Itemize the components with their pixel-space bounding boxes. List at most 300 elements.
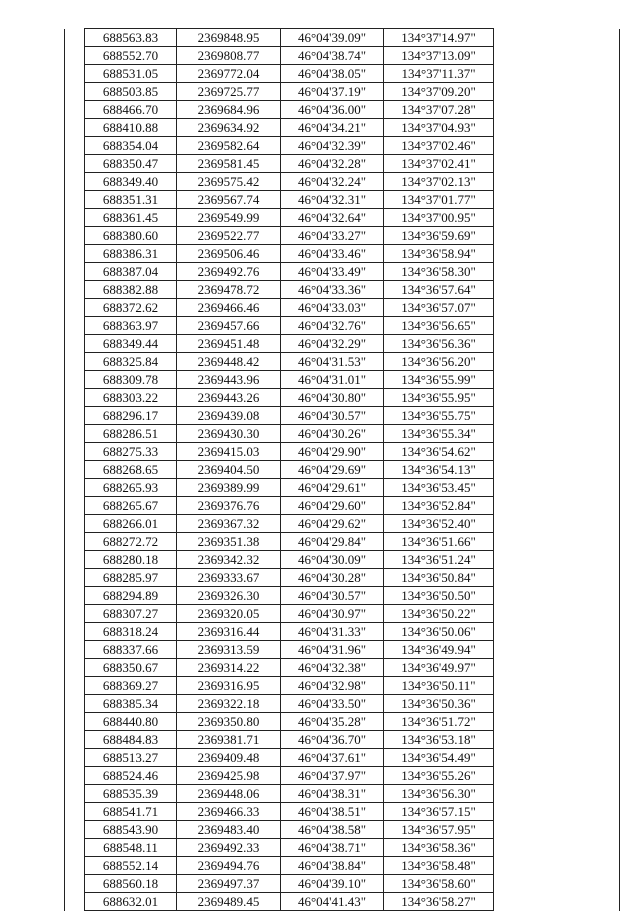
longitude-cell: 134°36'55.75" [384,407,494,425]
y-coordinate-cell: 2369448.06 [177,785,281,803]
row-blank-trailing-cell [494,497,620,515]
y-coordinate-cell: 2369549.99 [177,209,281,227]
y-coordinate-cell: 2369457.66 [177,317,281,335]
table-row [65,839,620,857]
x-coordinate-cell: 688303.22 [85,389,177,407]
latitude-cell: 46°04'38.05" [281,65,384,83]
x-coordinate-cell: 688296.17 [85,407,177,425]
table-row [65,29,620,47]
longitude-cell: 134°37'14.97" [384,29,494,47]
row-blank-trailing-cell [494,479,620,497]
row-blank-leading-cell [65,371,85,389]
row-blank-trailing-cell [494,857,620,875]
x-coordinate-cell: 688410.88 [85,119,177,137]
row-blank-leading-cell [65,137,85,155]
x-coordinate-cell: 688350.67 [85,659,177,677]
table-row [65,425,620,443]
row-blank-trailing-cell [494,443,620,461]
row-blank-leading-cell [65,443,85,461]
x-coordinate-cell: 688280.18 [85,551,177,569]
y-coordinate-cell: 2369425.98 [177,767,281,785]
table-row [65,263,620,281]
table-row [65,155,620,173]
table-row [65,659,620,677]
latitude-cell: 46°04'30.28" [281,569,384,587]
x-coordinate-cell: 688363.97 [85,317,177,335]
row-blank-trailing-cell [494,209,620,227]
latitude-cell: 46°04'39.09" [281,29,384,47]
row-blank-leading-cell [65,389,85,407]
y-coordinate-cell: 2369848.95 [177,29,281,47]
x-coordinate-cell: 688552.14 [85,857,177,875]
table-row [65,515,620,533]
x-coordinate-cell: 688440.80 [85,713,177,731]
row-blank-leading-cell [65,155,85,173]
y-coordinate-cell: 2369575.42 [177,173,281,191]
table-row [65,119,620,137]
y-coordinate-cell: 2369506.46 [177,245,281,263]
y-coordinate-cell: 2369322.18 [177,695,281,713]
row-blank-leading-cell [65,605,85,623]
row-blank-trailing-cell [494,407,620,425]
latitude-cell: 46°04'30.57" [281,587,384,605]
longitude-cell: 134°36'52.84" [384,497,494,515]
row-blank-leading-cell [65,821,85,839]
latitude-cell: 46°04'30.26" [281,425,384,443]
latitude-cell: 46°04'29.84" [281,533,384,551]
row-blank-leading-cell [65,749,85,767]
row-blank-leading-cell [65,173,85,191]
row-blank-trailing-cell [494,767,620,785]
row-blank-trailing-cell [494,461,620,479]
row-blank-trailing-cell [494,569,620,587]
table-row [65,317,620,335]
table-row [65,803,620,821]
y-coordinate-cell: 2369478.72 [177,281,281,299]
latitude-cell: 46°04'41.43" [281,893,384,911]
y-coordinate-cell: 2369489.45 [177,893,281,911]
row-blank-trailing-cell [494,83,620,101]
x-coordinate-cell: 688350.47 [85,155,177,173]
latitude-cell: 46°04'38.31" [281,785,384,803]
coordinates-table-body [65,29,620,911]
y-coordinate-cell: 2369492.76 [177,263,281,281]
latitude-cell: 46°04'33.50" [281,695,384,713]
row-blank-leading-cell [65,299,85,317]
latitude-cell: 46°04'37.61" [281,749,384,767]
latitude-cell: 46°04'32.31" [281,191,384,209]
table-row [65,893,620,911]
x-coordinate-cell: 688552.70 [85,47,177,65]
longitude-cell: 134°36'56.30" [384,785,494,803]
table-row [65,371,620,389]
row-blank-leading-cell [65,119,85,137]
y-coordinate-cell: 2369725.77 [177,83,281,101]
row-blank-leading-cell [65,569,85,587]
latitude-cell: 46°04'30.97" [281,605,384,623]
row-blank-trailing-cell [494,749,620,767]
row-blank-trailing-cell [494,389,620,407]
y-coordinate-cell: 2369404.50 [177,461,281,479]
row-blank-leading-cell [65,29,85,47]
row-blank-leading-cell [65,515,85,533]
longitude-cell: 134°36'55.95" [384,389,494,407]
table-row [65,101,620,119]
longitude-cell: 134°36'50.06" [384,623,494,641]
longitude-cell: 134°36'57.07" [384,299,494,317]
row-blank-trailing-cell [494,425,620,443]
row-blank-leading-cell [65,227,85,245]
longitude-cell: 134°36'50.84" [384,569,494,587]
row-blank-trailing-cell [494,533,620,551]
longitude-cell: 134°37'02.13" [384,173,494,191]
table-row [65,353,620,371]
y-coordinate-cell: 2369497.37 [177,875,281,893]
longitude-cell: 134°36'54.13" [384,461,494,479]
row-blank-trailing-cell [494,731,620,749]
y-coordinate-cell: 2369430.30 [177,425,281,443]
row-blank-trailing-cell [494,47,620,65]
longitude-cell: 134°36'55.34" [384,425,494,443]
row-blank-leading-cell [65,263,85,281]
longitude-cell: 134°36'55.26" [384,767,494,785]
row-blank-leading-cell [65,479,85,497]
x-coordinate-cell: 688548.11 [85,839,177,857]
x-coordinate-cell: 688337.66 [85,641,177,659]
table-row [65,713,620,731]
y-coordinate-cell: 2369582.64 [177,137,281,155]
row-blank-trailing-cell [494,803,620,821]
x-coordinate-cell: 688272.72 [85,533,177,551]
table-row [65,461,620,479]
row-blank-trailing-cell [494,119,620,137]
x-coordinate-cell: 688318.24 [85,623,177,641]
latitude-cell: 46°04'39.10" [281,875,384,893]
row-blank-trailing-cell [494,821,620,839]
x-coordinate-cell: 688385.34 [85,695,177,713]
y-coordinate-cell: 2369376.76 [177,497,281,515]
row-blank-leading-cell [65,785,85,803]
row-blank-trailing-cell [494,29,620,47]
x-coordinate-cell: 688349.40 [85,173,177,191]
longitude-cell: 134°36'50.11" [384,677,494,695]
table-row [65,299,620,317]
x-coordinate-cell: 688369.27 [85,677,177,695]
latitude-cell: 46°04'33.27" [281,227,384,245]
latitude-cell: 46°04'33.03" [281,299,384,317]
table-row [65,695,620,713]
table-row [65,227,620,245]
table-row [65,551,620,569]
x-coordinate-cell: 688524.46 [85,767,177,785]
latitude-cell: 46°04'34.21" [281,119,384,137]
y-coordinate-cell: 2369448.42 [177,353,281,371]
longitude-cell: 134°36'56.20" [384,353,494,371]
y-coordinate-cell: 2369466.33 [177,803,281,821]
x-coordinate-cell: 688307.27 [85,605,177,623]
x-coordinate-cell: 688372.62 [85,299,177,317]
longitude-cell: 134°36'58.60" [384,875,494,893]
x-coordinate-cell: 688268.65 [85,461,177,479]
y-coordinate-cell: 2369314.22 [177,659,281,677]
longitude-cell: 134°37'02.46" [384,137,494,155]
table-row [65,335,620,353]
latitude-cell: 46°04'30.57" [281,407,384,425]
row-blank-leading-cell [65,893,85,911]
table-row [65,623,620,641]
x-coordinate-cell: 688286.51 [85,425,177,443]
longitude-cell: 134°37'01.77" [384,191,494,209]
longitude-cell: 134°36'56.65" [384,317,494,335]
latitude-cell: 46°04'32.39" [281,137,384,155]
x-coordinate-cell: 688380.60 [85,227,177,245]
latitude-cell: 46°04'37.97" [281,767,384,785]
longitude-cell: 134°36'52.40" [384,515,494,533]
row-blank-trailing-cell [494,317,620,335]
longitude-cell: 134°36'57.15" [384,803,494,821]
table-row [65,245,620,263]
x-coordinate-cell: 688265.93 [85,479,177,497]
latitude-cell: 46°04'29.60" [281,497,384,515]
y-coordinate-cell: 2369634.92 [177,119,281,137]
row-blank-trailing-cell [494,875,620,893]
table-row [65,821,620,839]
longitude-cell: 134°37'02.41" [384,155,494,173]
latitude-cell: 46°04'30.80" [281,389,384,407]
table-row [65,497,620,515]
y-coordinate-cell: 2369684.96 [177,101,281,119]
table-row [65,767,620,785]
x-coordinate-cell: 688354.04 [85,137,177,155]
longitude-cell: 134°37'00.95" [384,209,494,227]
table-row [65,875,620,893]
y-coordinate-cell: 2369367.32 [177,515,281,533]
latitude-cell: 46°04'38.71" [281,839,384,857]
x-coordinate-cell: 688285.97 [85,569,177,587]
row-blank-leading-cell [65,713,85,731]
latitude-cell: 46°04'33.46" [281,245,384,263]
row-blank-leading-cell [65,803,85,821]
row-blank-leading-cell [65,209,85,227]
row-blank-leading-cell [65,731,85,749]
longitude-cell: 134°37'04.93" [384,119,494,137]
y-coordinate-cell: 2369415.03 [177,443,281,461]
y-coordinate-cell: 2369313.59 [177,641,281,659]
y-coordinate-cell: 2369350.80 [177,713,281,731]
longitude-cell: 134°37'11.37" [384,65,494,83]
latitude-cell: 46°04'32.98" [281,677,384,695]
row-blank-trailing-cell [494,353,620,371]
x-coordinate-cell: 688632.01 [85,893,177,911]
longitude-cell: 134°36'54.49" [384,749,494,767]
row-blank-trailing-cell [494,641,620,659]
longitude-cell: 134°36'50.50" [384,587,494,605]
row-blank-leading-cell [65,587,85,605]
row-blank-leading-cell [65,407,85,425]
row-blank-trailing-cell [494,605,620,623]
latitude-cell: 46°04'32.38" [281,659,384,677]
row-blank-leading-cell [65,425,85,443]
row-blank-trailing-cell [494,155,620,173]
table-row [65,677,620,695]
x-coordinate-cell: 688541.71 [85,803,177,821]
longitude-cell: 134°37'09.20" [384,83,494,101]
row-blank-trailing-cell [494,299,620,317]
table-row [65,389,620,407]
row-blank-leading-cell [65,659,85,677]
x-coordinate-cell: 688535.39 [85,785,177,803]
latitude-cell: 46°04'38.84" [281,857,384,875]
row-blank-trailing-cell [494,893,620,911]
latitude-cell: 46°04'38.74" [281,47,384,65]
table-row [65,569,620,587]
y-coordinate-cell: 2369326.30 [177,587,281,605]
x-coordinate-cell: 688543.90 [85,821,177,839]
latitude-cell: 46°04'32.76" [281,317,384,335]
x-coordinate-cell: 688309.78 [85,371,177,389]
latitude-cell: 46°04'29.69" [281,461,384,479]
y-coordinate-cell: 2369483.40 [177,821,281,839]
latitude-cell: 46°04'33.49" [281,263,384,281]
x-coordinate-cell: 688503.85 [85,83,177,101]
y-coordinate-cell: 2369808.77 [177,47,281,65]
row-blank-trailing-cell [494,281,620,299]
row-blank-leading-cell [65,461,85,479]
row-blank-trailing-cell [494,587,620,605]
longitude-cell: 134°36'58.36" [384,839,494,857]
longitude-cell: 134°36'59.69" [384,227,494,245]
row-blank-trailing-cell [494,713,620,731]
row-blank-leading-cell [65,623,85,641]
table-row [65,83,620,101]
longitude-cell: 134°36'58.94" [384,245,494,263]
row-blank-trailing-cell [494,785,620,803]
table-row [65,749,620,767]
row-blank-leading-cell [65,83,85,101]
longitude-cell: 134°36'53.18" [384,731,494,749]
latitude-cell: 46°04'36.00" [281,101,384,119]
longitude-cell: 134°36'55.99" [384,371,494,389]
table-row [65,785,620,803]
table-row [65,587,620,605]
latitude-cell: 46°04'31.96" [281,641,384,659]
row-blank-leading-cell [65,695,85,713]
row-blank-leading-cell [65,65,85,83]
longitude-cell: 134°36'58.30" [384,263,494,281]
y-coordinate-cell: 2369451.48 [177,335,281,353]
row-blank-leading-cell [65,497,85,515]
row-blank-trailing-cell [494,65,620,83]
latitude-cell: 46°04'31.01" [281,371,384,389]
row-blank-leading-cell [65,245,85,263]
y-coordinate-cell: 2369381.71 [177,731,281,749]
y-coordinate-cell: 2369466.46 [177,299,281,317]
y-coordinate-cell: 2369320.05 [177,605,281,623]
longitude-cell: 134°36'50.22" [384,605,494,623]
latitude-cell: 46°04'33.36" [281,281,384,299]
x-coordinate-cell: 688466.70 [85,101,177,119]
row-blank-trailing-cell [494,623,620,641]
longitude-cell: 134°36'56.36" [384,335,494,353]
latitude-cell: 46°04'38.51" [281,803,384,821]
row-blank-leading-cell [65,191,85,209]
table-row [65,605,620,623]
longitude-cell: 134°36'51.66" [384,533,494,551]
latitude-cell: 46°04'32.29" [281,335,384,353]
longitude-cell: 134°36'54.62" [384,443,494,461]
longitude-cell: 134°36'51.72" [384,713,494,731]
row-blank-trailing-cell [494,839,620,857]
table-row [65,857,620,875]
table-row [65,137,620,155]
longitude-cell: 134°36'50.36" [384,695,494,713]
row-blank-trailing-cell [494,101,620,119]
y-coordinate-cell: 2369409.48 [177,749,281,767]
table-row [65,191,620,209]
row-blank-trailing-cell [494,137,620,155]
latitude-cell: 46°04'37.19" [281,83,384,101]
row-blank-leading-cell [65,317,85,335]
longitude-cell: 134°37'07.28" [384,101,494,119]
latitude-cell: 46°04'29.62" [281,515,384,533]
latitude-cell: 46°04'30.09" [281,551,384,569]
longitude-cell: 134°36'58.48" [384,857,494,875]
y-coordinate-cell: 2369522.77 [177,227,281,245]
row-blank-trailing-cell [494,263,620,281]
row-blank-trailing-cell [494,245,620,263]
y-coordinate-cell: 2369342.32 [177,551,281,569]
x-coordinate-cell: 688563.83 [85,29,177,47]
x-coordinate-cell: 688294.89 [85,587,177,605]
x-coordinate-cell: 688560.18 [85,875,177,893]
y-coordinate-cell: 2369316.44 [177,623,281,641]
row-blank-leading-cell [65,533,85,551]
longitude-cell: 134°37'13.09" [384,47,494,65]
y-coordinate-cell: 2369567.74 [177,191,281,209]
row-blank-leading-cell [65,875,85,893]
row-blank-leading-cell [65,47,85,65]
x-coordinate-cell: 688531.05 [85,65,177,83]
longitude-cell: 134°36'49.97" [384,659,494,677]
y-coordinate-cell: 2369492.33 [177,839,281,857]
row-blank-trailing-cell [494,227,620,245]
y-coordinate-cell: 2369333.67 [177,569,281,587]
x-coordinate-cell: 688265.67 [85,497,177,515]
table-row [65,281,620,299]
table-row [65,209,620,227]
table-row [65,47,620,65]
latitude-cell: 46°04'32.64" [281,209,384,227]
latitude-cell: 46°04'29.90" [281,443,384,461]
latitude-cell: 46°04'35.28" [281,713,384,731]
row-blank-trailing-cell [494,551,620,569]
row-blank-leading-cell [65,641,85,659]
row-blank-trailing-cell [494,695,620,713]
table-row [65,533,620,551]
x-coordinate-cell: 688361.45 [85,209,177,227]
x-coordinate-cell: 688275.33 [85,443,177,461]
row-blank-leading-cell [65,101,85,119]
y-coordinate-cell: 2369494.76 [177,857,281,875]
x-coordinate-cell: 688382.88 [85,281,177,299]
x-coordinate-cell: 688513.27 [85,749,177,767]
row-blank-trailing-cell [494,191,620,209]
y-coordinate-cell: 2369772.04 [177,65,281,83]
latitude-cell: 46°04'32.24" [281,173,384,191]
row-blank-trailing-cell [494,173,620,191]
latitude-cell: 46°04'32.28" [281,155,384,173]
x-coordinate-cell: 688386.31 [85,245,177,263]
